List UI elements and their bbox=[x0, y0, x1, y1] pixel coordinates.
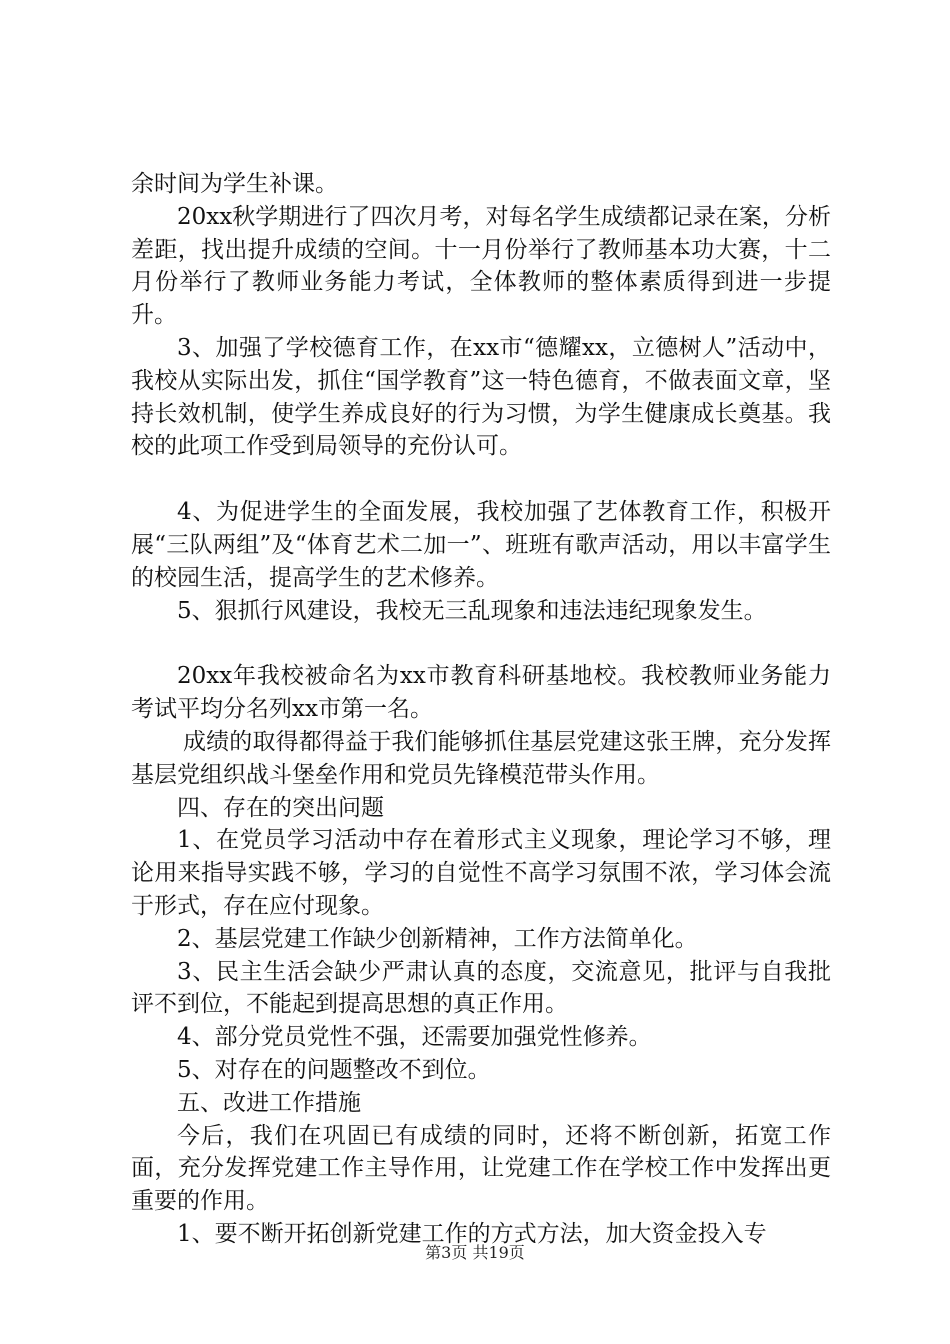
page-number-footer: 第3页 共19页 bbox=[425, 1243, 525, 1262]
paragraph-arts-sports: 4、为促进学生的全面发展，我校加强了艺体教育工作，积极开展“三队两组”及“体育艺术二加一”、班班有歌声活动，用以丰富学生的校园生活，提高学生的艺术修养。 bbox=[131, 499, 831, 591]
paragraph-measure-1: 1、要不断开拓创新党建工作的方式方法，加大资金投入专 bbox=[177, 1220, 767, 1247]
document-body bbox=[131, 168, 831, 1251]
paragraph-research-base: 20xx年我校被命名为xx市教育科研基地校。我校教师业务能力考试平均分名列xx市第一名。 bbox=[131, 663, 831, 723]
paragraph-continuation: 余时间为学生补课。 bbox=[131, 171, 338, 197]
paragraph-achievement-summary: 成绩的取得都得益于我们能够抓住基层党建这张王牌，充分发挥基层党组织战斗堡垒作用和党员先锋模范带头作用。 bbox=[131, 728, 831, 788]
paragraph-problem-5: 5、对存在的问题整改不到位。 bbox=[177, 1056, 491, 1083]
paragraph-problem-2: 2、基层党建工作缺少创新精神，工作方法简单化。 bbox=[177, 925, 698, 952]
paragraph-autumn-exams: 20xx秋学期进行了四次月考，对每名学生成绩都记录在案，分析差距，找出提升成绩的空间。十一月份举行了教师基本功大赛，十二月份举行了教师业务能力考试，全体教师的整体素质得到进一步提升。 bbox=[131, 203, 831, 329]
paragraph-gap bbox=[131, 463, 831, 496]
paragraph-gap bbox=[131, 627, 831, 660]
paragraph-problem-4: 4、部分党员党性不强，还需要加强党性修养。 bbox=[177, 1024, 652, 1051]
paragraph-problem-3: 3、民主生活会缺少严肃认真的态度，交流意见，批评与自我批评不到位，不能起到提高思想的真正作用。 bbox=[131, 958, 831, 1018]
paragraph-problem-1: 1、在党员学习活动中存在着形式主义现象，理论学习不够，理论用来指导实践不够，学习的自觉性不高学习氛围不浓，学习体会流于形式，存在应付现象。 bbox=[131, 827, 831, 919]
paragraph-future-plan: 今后，我们在巩固已有成绩的同时，还将不断创新，拓宽工作面，充分发挥党建工作主导作用，让党建工作在学校工作中发挥出更重要的作用。 bbox=[131, 1122, 831, 1215]
section-heading-problems: 四、存在的突出问题 bbox=[177, 794, 384, 821]
paragraph-conduct: 5、狠抓行风建设，我校无三乱现象和违法违纪现象发生。 bbox=[177, 597, 767, 624]
section-heading-measures: 五、改进工作措施 bbox=[177, 1089, 361, 1116]
paragraph-moral-education: 3、加强了学校德育工作，在xx市“德耀xx，立德树人”活动中，我校从实际出发，抓住“国学教育”这一特色德育，不做表面文章，坚持长效机制，使学生养成良好的行为习惯，为学生健康成长奠基。我校的此项工作受到局领导的充份认可。 bbox=[131, 334, 831, 460]
